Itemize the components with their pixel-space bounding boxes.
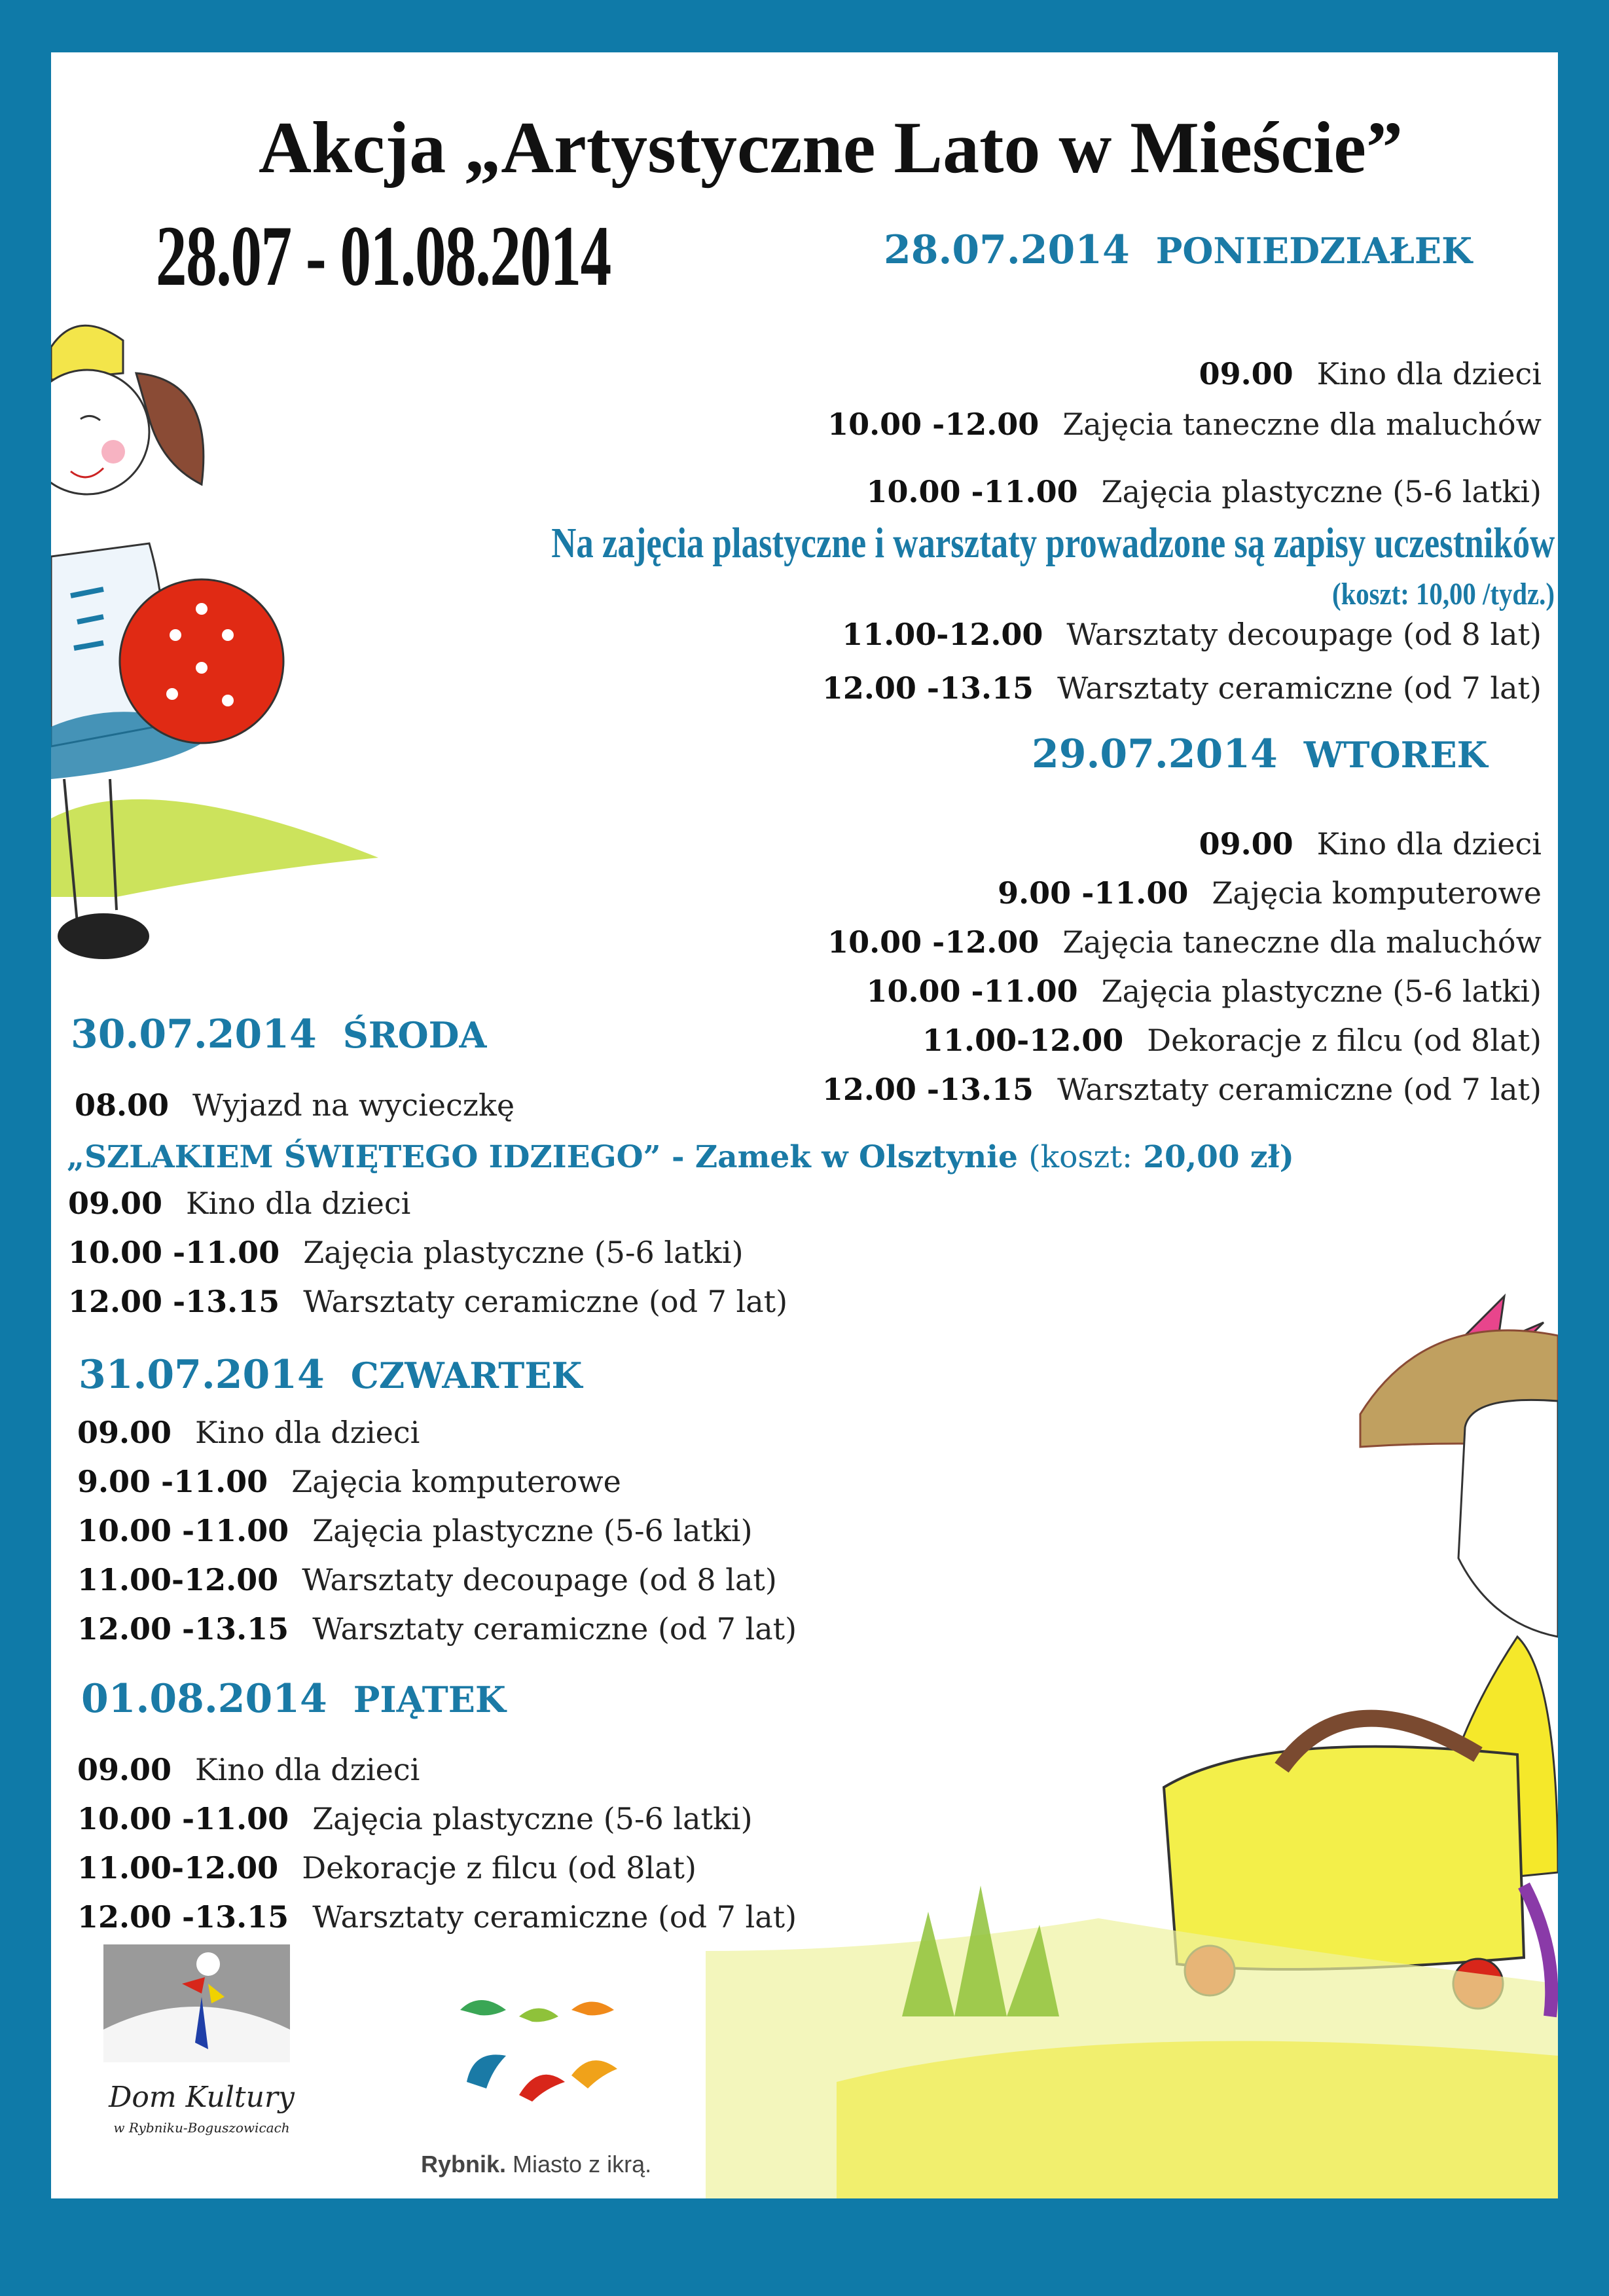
- schedule-row: [842, 617, 1542, 652]
- time: 12.00 -13.15: [822, 1072, 1034, 1107]
- poster: [51, 52, 1558, 2198]
- schedule-row: [922, 1023, 1542, 1058]
- schedule-row: [822, 1072, 1542, 1107]
- schedule-row: [68, 1186, 411, 1221]
- rybnik-caption: [421, 2151, 696, 2178]
- schedule-row: [1199, 356, 1542, 392]
- schedule-row: [827, 924, 1542, 960]
- schedule-row: [822, 670, 1542, 706]
- activity: Zajęcia komputerowe: [1212, 875, 1542, 911]
- activity: Kino dla dzieci: [1316, 356, 1542, 392]
- day-date: 29.07.2014: [1032, 731, 1278, 777]
- day-date: 28.07.2014: [884, 227, 1130, 273]
- time: 9.00 -11.00: [998, 875, 1189, 911]
- schedule-row: [77, 1850, 696, 1886]
- rybnik-name: Rybnik.: [421, 2151, 507, 2178]
- registration-notice: Na zajęcia plastyczne i warsztaty prowadzone są zapisy uczestników: [551, 519, 1555, 567]
- activity: Zajęcia plastyczne (5-6 latki): [1101, 974, 1542, 1009]
- schedule-row: [77, 1611, 797, 1647]
- time: 10.00 -11.00: [77, 1513, 289, 1548]
- schedule-row: [827, 407, 1542, 442]
- day-name: PIĄTEK: [353, 1679, 506, 1721]
- page-title: Akcja „Artystyczne Lato w Mieście”: [259, 107, 1403, 189]
- registration-cost: (koszt: 10,00 /tydz.): [1332, 577, 1555, 611]
- activity: Warsztaty ceramiczne (od 7 lat): [312, 1899, 797, 1935]
- time: 09.00: [77, 1415, 172, 1450]
- schedule-row: [866, 974, 1542, 1009]
- trip-banner: [67, 1139, 1294, 1175]
- rybnik-slogan: Miasto z ikrą.: [513, 2151, 652, 2178]
- time: 10.00 -11.00: [77, 1801, 289, 1836]
- trip-cost-value: 20,00 zł): [1143, 1139, 1294, 1175]
- activity: Dekoracje z filcu (od 8lat): [302, 1850, 696, 1886]
- schedule-row: [77, 1752, 420, 1787]
- time: 11.00-12.00: [922, 1023, 1124, 1058]
- schedule-row: [77, 1562, 777, 1597]
- time: 09.00: [77, 1752, 172, 1787]
- day-date: 30.07.2014: [71, 1011, 317, 1057]
- time: 10.00 -11.00: [866, 474, 1078, 509]
- activity: Zajęcia taneczne dla maluchów: [1062, 924, 1542, 960]
- time: 10.00 -11.00: [68, 1235, 280, 1270]
- trip-name: „SZLAKIEM ŚWIĘTEGO IDZIEGO” - Zamek w Olsztynie: [67, 1139, 1018, 1175]
- schedule-row: [77, 1464, 621, 1499]
- day-heading-tuesday: [1032, 731, 1488, 777]
- activity: Kino dla dzieci: [186, 1186, 411, 1221]
- day-name: CZWARTEK: [350, 1355, 583, 1396]
- activity: Zajęcia plastyczne (5-6 latki): [303, 1235, 744, 1270]
- dom-kultury-emblem-icon: [103, 1944, 300, 2075]
- activity: Dekoracje z filcu (od 8lat): [1147, 1023, 1542, 1058]
- dom-kultury-name: Dom Kultury: [109, 2081, 295, 2114]
- activity: Wyjazd na wycieczkę: [192, 1087, 515, 1123]
- activity: Warsztaty ceramiczne (od 7 lat): [303, 1284, 788, 1319]
- time: 08.00: [75, 1087, 170, 1123]
- schedule-row: [77, 1899, 797, 1935]
- girl-with-bag-illustration: [706, 1231, 1558, 2198]
- trip-cost-label: (koszt:: [1028, 1139, 1132, 1175]
- schedule-row: [75, 1087, 515, 1123]
- activity: Warsztaty ceramiczne (od 7 lat): [312, 1611, 797, 1647]
- rybnik-fish-emblem-icon: [454, 1990, 624, 2128]
- schedule-row: [68, 1286, 787, 1317]
- time: 10.00 -12.00: [827, 924, 1040, 960]
- time: 12.00 -13.15: [77, 1899, 289, 1935]
- time: 12.00 -13.15: [68, 1284, 280, 1319]
- activity: Warsztaty decoupage (od 8 lat): [1066, 617, 1542, 652]
- schedule-row: [77, 1801, 753, 1836]
- schedule-row: [68, 1235, 744, 1270]
- day-heading-friday: [81, 1676, 506, 1722]
- day-date: 01.08.2014: [81, 1676, 327, 1722]
- girl-with-ball-illustration: [51, 268, 418, 989]
- day-heading-thursday: [79, 1352, 583, 1398]
- date-range: 28.07 - 01.08.2014: [156, 208, 611, 304]
- day-name: ŚRODA: [342, 1014, 487, 1056]
- day-name: WTOREK: [1303, 734, 1488, 776]
- activity: Zajęcia plastyczne (5-6 latki): [1101, 474, 1542, 509]
- dom-kultury-logo: [103, 1944, 300, 2180]
- activity: Zajęcia taneczne dla maluchów: [1062, 407, 1542, 442]
- activity: Zajęcia plastyczne (5-6 latki): [312, 1801, 753, 1836]
- day-name: PONIEDZIAŁEK: [1155, 230, 1473, 272]
- schedule-row: [866, 474, 1542, 509]
- time: 09.00: [1199, 356, 1293, 392]
- day-heading-wednesday: [71, 1011, 487, 1057]
- schedule-row: [1199, 826, 1542, 862]
- schedule-row: [77, 1417, 420, 1448]
- schedule-row: [998, 875, 1542, 911]
- time: 12.00 -13.15: [822, 670, 1034, 706]
- time: 11.00-12.00: [842, 617, 1043, 652]
- time: 12.00 -13.15: [77, 1611, 289, 1647]
- time: 10.00 -11.00: [866, 974, 1078, 1009]
- time: 09.00: [1199, 826, 1293, 862]
- activity: Zajęcia komputerowe: [291, 1464, 621, 1499]
- time: 11.00-12.00: [77, 1562, 279, 1597]
- activity: Kino dla dzieci: [1316, 826, 1542, 862]
- activity: Warsztaty decoupage (od 8 lat): [302, 1562, 777, 1597]
- day-heading-monday: [884, 227, 1473, 273]
- time: 09.00: [68, 1186, 163, 1221]
- activity: Kino dla dzieci: [195, 1752, 420, 1787]
- rybnik-logo: [414, 1964, 689, 2180]
- time: 11.00-12.00: [77, 1850, 279, 1886]
- time: 9.00 -11.00: [77, 1464, 268, 1499]
- dom-kultury-place: w Rybniku-Boguszowicach: [113, 2120, 290, 2136]
- day-date: 31.07.2014: [79, 1352, 325, 1398]
- activity: Warsztaty ceramiczne (od 7 lat): [1057, 1072, 1542, 1107]
- activity: Warsztaty ceramiczne (od 7 lat): [1057, 670, 1542, 706]
- time: 10.00 -12.00: [827, 407, 1040, 442]
- schedule-row: [77, 1513, 753, 1548]
- activity: Kino dla dzieci: [195, 1415, 420, 1450]
- activity: Zajęcia plastyczne (5-6 latki): [312, 1513, 753, 1548]
